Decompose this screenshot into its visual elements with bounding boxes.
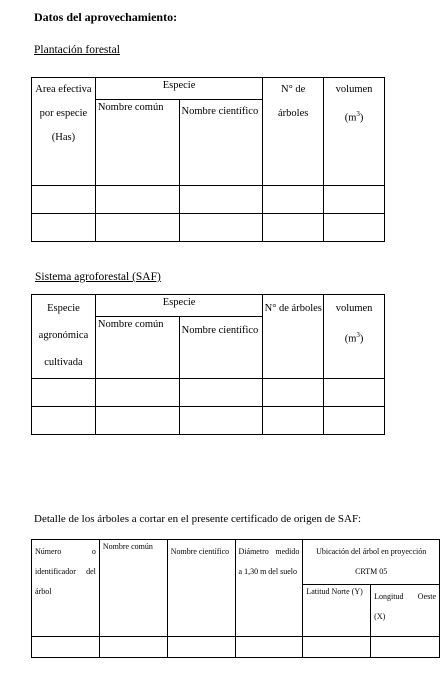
volumen-sup: 3 [356,331,360,339]
volumen-close: ) [359,112,364,124]
saf-table [31,294,385,435]
table-cell[interactable] [263,186,324,214]
nombre-cientifico-label: Nombre científico [170,547,230,556]
nombre-comun-header: Nombre común [95,317,179,379]
longitud-label: Longitud Oeste (X) [374,592,436,621]
detalle-table [31,539,440,658]
nombre-cientifico-header [179,100,263,186]
volumen-unit: (m [344,333,357,345]
table-cell[interactable] [179,214,263,242]
table-cell[interactable] [32,186,96,214]
nombre-comun-header: Nombre común [95,100,179,186]
table-cell[interactable] [324,214,385,242]
nombre-comun-label: Nombre común [102,542,153,551]
longitud-header [371,585,440,637]
especie-agro-label: Especie agronómica cultivada [38,303,89,368]
area-header-label: Area efectiva por especie (Has) [35,84,92,143]
numero-header [32,540,100,637]
table-cell[interactable] [179,407,263,435]
table-cell[interactable] [324,379,385,407]
diametro-label: Diámetro medido a 1,30 m del suelo [238,547,300,576]
numero-label: Número o identificador del árbol [35,547,96,596]
table-cell[interactable] [179,379,263,407]
n-arboles-header [263,78,324,186]
table-cell[interactable] [95,407,179,435]
nombre-cientifico-header [167,540,235,637]
n-arboles-label: N° de árboles [264,303,322,314]
volumen-sup: 3 [356,110,360,118]
table-cell[interactable] [324,407,385,435]
saf-subtitle: Sistema agroforestal (SAF) [35,271,161,283]
n-arboles-header [263,295,324,379]
table-cell[interactable] [179,186,263,214]
especie-header: Especie [95,295,262,317]
table-cell[interactable] [32,407,96,435]
latitud-header [303,585,371,637]
plantacion-table [31,77,385,242]
table-cell[interactable] [32,214,96,242]
nombre-cientifico-header [179,317,263,379]
ubicacion-header [303,540,440,585]
volumen-label: volumen [335,84,373,95]
nombre-cientifico-label: Nombre científico [181,325,259,336]
especie-agro-header [32,295,96,379]
table-cell[interactable] [263,407,324,435]
table-cell[interactable] [167,637,235,658]
volumen-unit: (m [344,112,357,124]
detalle-subtitle: Detalle de los árboles a cortar en el presente certificado de origen de SAF: [34,513,362,525]
volumen-header [324,78,385,186]
nombre-cientifico-label: Nombre científico [181,106,259,117]
nombre-comun-header [99,540,167,637]
section-heading: Datos del aprovechamiento: [34,10,178,24]
table-cell[interactable] [95,186,179,214]
table-cell[interactable] [32,379,96,407]
table-cell[interactable] [324,186,385,214]
table-cell[interactable] [99,637,167,658]
especie-header: Especie [95,78,262,100]
n-arboles-label: N° de árboles [278,84,309,119]
table-cell[interactable] [263,379,324,407]
table-cell[interactable] [235,637,303,658]
latitud-label: Latitud Norte (Y) [306,587,363,596]
diametro-header [235,540,303,637]
area-header [32,78,96,186]
table-cell[interactable] [95,379,179,407]
volumen-close: ) [359,333,364,345]
plantacion-subtitle: Plantación forestal [34,44,120,56]
table-cell[interactable] [32,637,100,658]
table-cell[interactable] [371,637,440,658]
volumen-header [324,295,385,379]
ubicacion-label: Ubicación del árbol en proyección CRTM 05 [316,547,427,576]
table-cell[interactable] [303,637,371,658]
table-cell[interactable] [95,214,179,242]
volumen-label: volumen [335,303,373,314]
table-cell[interactable] [263,214,324,242]
